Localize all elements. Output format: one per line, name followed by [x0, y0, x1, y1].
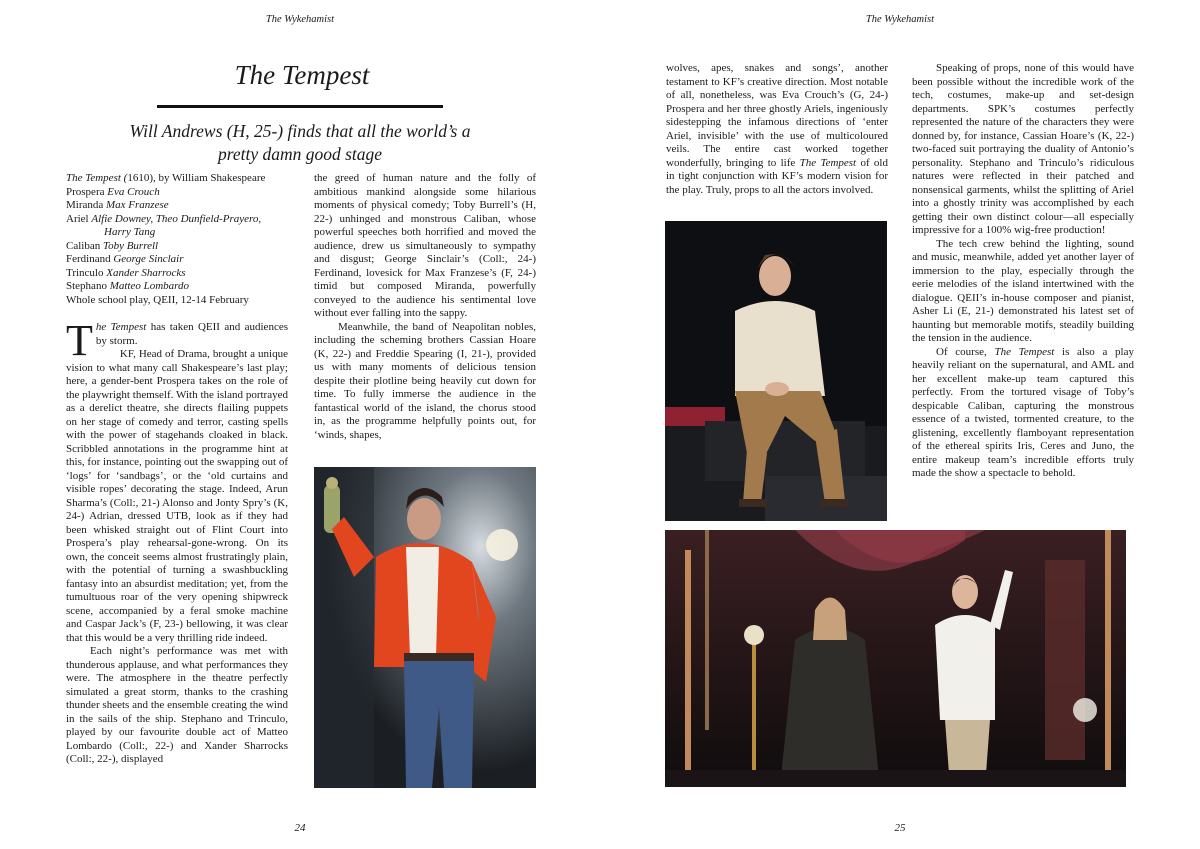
body-paragraph: Speaking of props, none of this would have been possible without the incredible work of the tech, costumes, make-up and set-design departments. SPK’s costumes perfectly represented the nature of the characters they were donned by, for instance, Cassian Hoare’s (K, 22-) two-faced suit portraying the duality of Antonio’s personality. Stephano and Trinculo’s ridiculous natures were reflected in their patched and nonsensical garments, whilst the splitting of Ariel into a ghostly trinity was accomplished by each getting their own distinct colour—all especially impressive for a 100% wig-free production!	[912, 62, 1134, 236]
credit-line: Ariel Alfie Downey, Theo Dunfield-Prayero,	[66, 212, 262, 225]
article-subtitle	[100, 120, 500, 166]
credit-line: Stephano Matteo Lombardo	[66, 280, 190, 292]
body-paragraph: wolves, apes, snakes and songs’, another testament to KF’s creative direction. Most notable of all, nonetheless, was Eva Crouch’s (G, 24-) Prospera and her three ghostly Ariels, ingeniously sidestepping the infamous directions of ‘enter Ariel, invisible’ with the use of multicoloured veils. The entire cast worked together wonderfully, bringing to life The Tempest of old in tight conjunction with KF’s modern vision for the play. Truly, props to all the actors involved.	[666, 62, 888, 196]
left-column-1	[66, 316, 288, 767]
running-head-left: The Wykehamist	[265, 14, 335, 25]
body-paragraph: Each night’s performance was met with thunderous applause, and what performances they were. The atmosphere in the theatre perfectly simulated a great storm, thanks to the crashing thunder sheets and the ensemble creating the wind in the sails of the ship. Stephano and Trinculo, played by our favourite double act of Matteo Lombardo (Coll:, 22-) and Xander Sharrocks (Coll:, 22-), displayed	[66, 645, 288, 765]
credit-line: Caliban Toby Burrell	[66, 239, 159, 252]
photo-two-actors-svg	[665, 530, 1126, 787]
body-paragraph: The Tempest has taken QEII and audiences by storm.	[66, 316, 288, 365]
page-number-right: 25	[894, 822, 906, 834]
credit-line: Prospera Eva Crouch	[66, 185, 160, 198]
title-rule	[157, 105, 443, 108]
body-paragraph: The tech crew behind the lighting, sound and music, meanwhile, added yet another layer of immersion to the play, especially through the eerie melodies of the island intertwined with the dialogue. QEII’s in-house composer and pianist, Asher Li (E, 21-) demonstrated his latest set of haunting but memorable motifs, steadily building the tension in the audience.	[912, 237, 1134, 344]
credit-line: Ferdinand George Sinclair	[66, 253, 184, 265]
body-paragraph: the greed of human nature and the folly of ambitious mankind alongside some hilarious moments of physical comedy; Toby Burrell’s (H, 22-) unhinged and monstrous Caliban, whose powerful speeches both horrified and moved the audience, drew us simultaneously to sympathy and disgust; George Sinclair’s (Coll:, 24-) Ferdinand, lovesick for Max Franzese’s (F, 24-) timid but composed Miranda, powerfully conveyed to the audience his sentimental love without ever falling into the sappy.	[314, 172, 536, 319]
credit-line: Trinculo Xander Sharrocks	[66, 266, 186, 279]
credit-venue: Whole school play, QEII, 12-14 February	[66, 293, 249, 306]
credit-play: The Tempest (1610), by William Shakespeare	[66, 172, 266, 184]
subtitle-line-1: Will Andrews (H, 25-) finds that all the world’s a	[129, 121, 471, 141]
body-paragraph: Meanwhile, the band of Neapolitan nobles, including the scheming brothers Cassian Hoare (K, 22-) and Freddie Spearing (I, 21-), provided us with many moments of delicious tension despite their plotline being heavily cut down for time. To fully immerse the audience in the fantastical world of the island, the chorus stood in, as the programme helpfully points out, for ‘winds, shapes,	[314, 320, 536, 441]
photo-seated-actor	[665, 221, 887, 521]
subtitle-line-2: pretty damn good stage	[217, 144, 383, 164]
page-number-left: 24	[294, 822, 306, 834]
body-paragraph: Of course, The Tempest is also a play heavily reliant on the supernatural, and AML and her excellent make-up team captured this perfectly. From the tortured visage of Toby’s despicable Caliban, capturing the monstrous essence of a twisted, tormented creature, to the glistening, excellently flamboyant representation of the ethereal spirits Iris, Ceres and Juno, the entire makeup team’s incredible efforts truly made the show a spectacle to behold.	[912, 345, 1134, 479]
photo-two-actors	[665, 530, 1126, 787]
cast-credits	[66, 172, 288, 307]
drop-cap: T	[66, 316, 93, 365]
left-column-2	[314, 172, 536, 442]
right-column-1	[666, 62, 888, 197]
photo-seated-svg	[665, 221, 887, 521]
right-page	[600, 0, 1200, 849]
right-column-2	[912, 62, 1134, 481]
credit-line: Miranda Max Franzese	[66, 199, 169, 211]
running-head-right: The Wykehamist	[865, 14, 935, 25]
body-paragraph: KF, Head of Drama, brought a unique vision to what many call Shakespeare’s last play; here, a gender-bent Prospera takes on the role of the playwright themself. With the island portrayed as a derelict theatre, she directs flailing puppets on her stage of comedy and terror, casting spells with the power of stagehands cloaked in black. Scribbled annotations in the programme hint at this, for instance, pointing out the swapping out of ‘logs’ for ‘sandbags’, or the ‘old curtains and visible ropes’ decorating the stage. Indeed, Arun Sharma’s (Coll:, 21-) Alonso and Jonty Spry’s (K, 24-) Adrian, dressed UTB, look as if they had been whisked straight out of Flint Court into Prospera’s play rehearsal-gone-wrong. On its own, the conceit seems almost frustratingly plain, with the potential of turning a swashbuckling fantasy into an absurdist meditation; yet, from the tumultuous roar of the very opening shipwreck scene, accompanied by a feral smoke machine and Caspar Jack’s (F, 23-) bellowing, it was clear that this would be a very thrilling ride indeed.	[66, 348, 288, 644]
credit-line: Harry Tang	[104, 226, 156, 238]
photo-red-coat-actor	[314, 467, 536, 788]
article-title: The Tempest	[234, 60, 370, 90]
photo-red-coat-svg	[314, 467, 536, 788]
